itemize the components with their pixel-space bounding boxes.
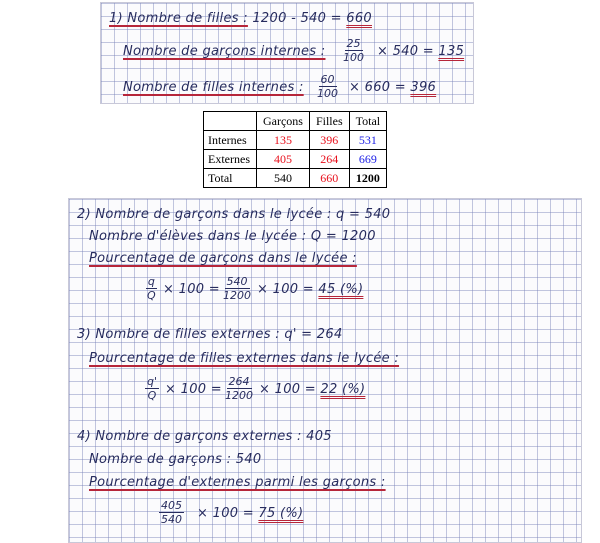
- grid-paper-q1: [100, 2, 474, 104]
- q2-fraction-values: [221, 275, 253, 302]
- q2-f2-num: 540: [226, 275, 248, 288]
- q3-f1-num: q': [147, 375, 158, 388]
- q2-f2-den: 1200: [223, 289, 251, 302]
- q4-fraction: [159, 499, 184, 526]
- q1-line1-calc: 1200 - 540 =: [252, 11, 342, 26]
- q4-line3-wrap: [89, 475, 386, 490]
- q4-tail-wrap: [197, 506, 303, 521]
- q1-line3-frac-num: 60: [320, 73, 335, 86]
- q1-line3-label-wrap: [123, 80, 304, 95]
- q4-tail: × 100 =: [197, 506, 254, 521]
- table-cell: 396: [309, 131, 349, 150]
- table-row: [204, 169, 387, 188]
- q3-line1: 3) Nombre de filles externes : q' = 264: [77, 327, 343, 342]
- q1-line2-tail: × 540 =: [377, 44, 434, 59]
- q3-line2: Pourcentage de filles externes dans le lycée :: [89, 351, 400, 366]
- q1-line2-frac-den: 100: [343, 51, 364, 64]
- table-cell: 669: [349, 150, 387, 169]
- table-cell: 531: [349, 131, 387, 150]
- q2-f1-num: q: [147, 275, 155, 288]
- q3-f2-num: 264: [228, 375, 250, 388]
- q1-line3-result: 396: [410, 80, 437, 95]
- table-cell: 405: [256, 150, 309, 169]
- q1-line2-tail-wrap: [377, 44, 464, 59]
- table-cell: 135: [256, 131, 309, 150]
- q1-line1-result: 660: [346, 11, 372, 26]
- q2-tail-wrap: [257, 282, 363, 297]
- table-row-label-externes: Externes: [204, 150, 257, 169]
- q3-fraction-q-over-q: [145, 375, 159, 402]
- q1-line2-fraction: [341, 37, 366, 64]
- q1-line3-label: Nombre de filles internes :: [123, 80, 304, 95]
- grid-paper-q2-q4: [68, 198, 582, 543]
- table-corner-cell: [204, 112, 257, 131]
- table-cell: 264: [309, 150, 349, 169]
- q4-line1: 4) Nombre de garçons externes : 405: [77, 429, 332, 444]
- q4-f-num: 405: [161, 499, 182, 512]
- q1-line3-frac-den: 100: [317, 87, 338, 100]
- q1-line2-frac-num: 25: [346, 37, 361, 50]
- q3-tail: × 100 =: [259, 382, 316, 397]
- table-header-row: [204, 112, 387, 131]
- q1-line1: [109, 11, 372, 26]
- q2-line3-wrap: [89, 251, 357, 266]
- table-row-label-total: Total: [204, 169, 257, 188]
- q3-f2-den: 1200: [225, 389, 253, 402]
- table-col-header-total: Total: [349, 112, 387, 131]
- q1-line3-fraction: [315, 73, 340, 100]
- q3-line2-wrap: [89, 351, 399, 366]
- q2-f1-den: Q: [147, 289, 156, 302]
- q2-line1: 2) Nombre de garçons dans le lycée : q = 540: [77, 207, 391, 222]
- table-cell: 660: [309, 169, 349, 188]
- q3-mid: × 100 =: [165, 382, 222, 397]
- q3-result: 22 (%): [320, 382, 366, 397]
- table-cell: 540: [256, 169, 309, 188]
- table-col-header-garcons: Garçons: [256, 112, 309, 131]
- q2-line3: Pourcentage de garçons dans le lycée :: [89, 251, 357, 266]
- q2-mid: × 100 =: [163, 282, 220, 297]
- q1-line2-label-wrap: [123, 44, 325, 59]
- q1-line2-label: Nombre de garçons internes :: [123, 44, 326, 59]
- q3-fraction-values: [223, 375, 255, 402]
- q2-tail: × 100 =: [257, 282, 314, 297]
- q1-line3-tail: × 660 =: [349, 80, 406, 95]
- table-row-label-internes: Internes: [204, 131, 257, 150]
- q1-line3-tail-wrap: [349, 80, 436, 95]
- q1-line1-label: 1) Nombre de filles :: [109, 11, 248, 26]
- q2-fraction-q-over-q: [145, 275, 158, 302]
- q4-result: 75 (%): [258, 506, 304, 521]
- table-col-header-filles: Filles: [309, 112, 349, 131]
- table-row: [204, 150, 387, 169]
- q2-line2: Nombre d'élèves dans le lycée : Q = 1200: [89, 229, 376, 244]
- table-row: [204, 131, 387, 150]
- q4-line3: Pourcentage d'externes parmi les garçons :: [89, 475, 386, 490]
- q1-line2-result: 135: [438, 44, 465, 59]
- table-cell: 1200: [349, 169, 387, 188]
- q2-result: 45 (%): [318, 282, 364, 297]
- q4-f-den: 540: [161, 513, 182, 526]
- q4-line2: Nombre de garçons : 540: [89, 452, 262, 467]
- summary-table: [203, 111, 387, 188]
- q3-tail-wrap: [259, 382, 365, 397]
- q3-f1-den: Q: [147, 389, 157, 402]
